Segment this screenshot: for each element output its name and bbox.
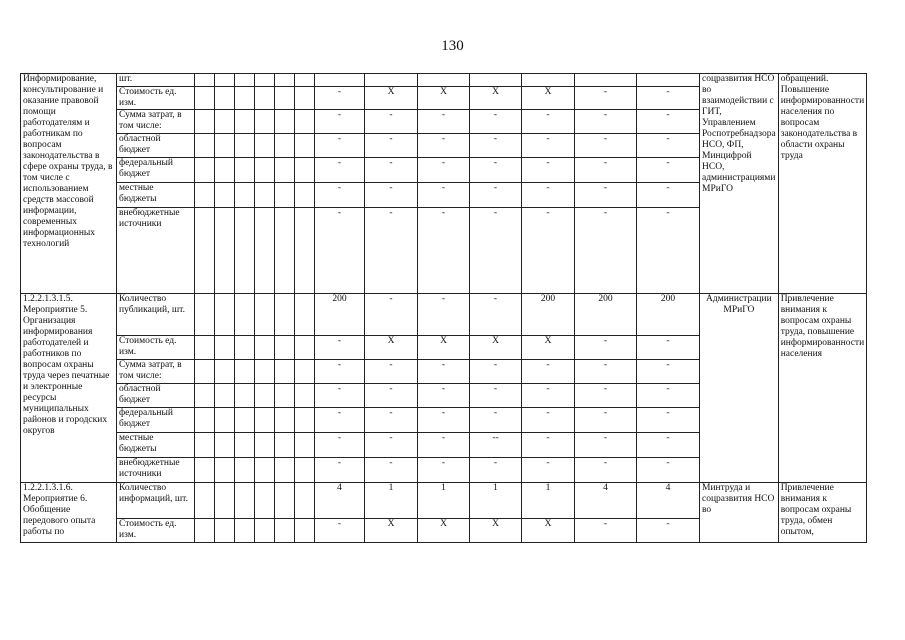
value-cell: - (637, 408, 700, 433)
empty-cell (255, 87, 275, 110)
empty-cell (215, 87, 235, 110)
value-cell: - (418, 458, 470, 483)
empty-cell (195, 87, 215, 110)
value-cell: - (637, 87, 700, 110)
indicator-cell: Стоимость ед. изм. (117, 519, 195, 543)
value-cell: - (575, 384, 637, 408)
empty-cell (195, 158, 215, 183)
value-cell: - (418, 158, 470, 183)
value-cell: Х (365, 519, 418, 543)
empty-cell (275, 519, 295, 543)
value-cell: - (575, 87, 637, 110)
empty-cell (215, 208, 235, 294)
value-cell: Х (522, 519, 575, 543)
value-cell: - (575, 336, 637, 360)
value-cell: 1 (470, 483, 522, 519)
empty-cell (195, 458, 215, 483)
empty-cell (235, 87, 255, 110)
empty-cell (275, 87, 295, 110)
empty-cell (235, 483, 255, 519)
result-cell: Привлечение внимания к вопросам охраны труда, обмен опытом, (778, 483, 866, 543)
value-cell: 4 (315, 483, 365, 519)
empty-cell (235, 134, 255, 158)
empty-cell (275, 483, 295, 519)
empty-cell (255, 158, 275, 183)
value-cell: 1 (522, 483, 575, 519)
value-cell: - (315, 134, 365, 158)
empty-cell (275, 134, 295, 158)
indicator-cell: Сумма затрат, в том числе: (117, 360, 195, 384)
indicator-cell: областной бюджет (117, 384, 195, 408)
value-cell: - (365, 360, 418, 384)
empty-cell (255, 110, 275, 134)
indicator-cell: местные бюджеты (117, 183, 195, 208)
value-cell: - (470, 158, 522, 183)
empty-cell (275, 433, 295, 458)
value-cell: 200 (575, 294, 637, 336)
indicator-cell: федеральный бюджет (117, 158, 195, 183)
empty-cell (235, 519, 255, 543)
empty-cell (215, 74, 235, 87)
empty-cell (215, 134, 235, 158)
value-cell: - (575, 408, 637, 433)
value-cell: - (637, 360, 700, 384)
value-cell: - (315, 336, 365, 360)
value-cell: Х (470, 87, 522, 110)
value-cell: - (315, 433, 365, 458)
empty-cell (295, 433, 315, 458)
value-cell: - (315, 384, 365, 408)
measure-cell: 1.2.2.1.3.1.6. Мероприятие 6. Обобщение передового опыта работы по (21, 483, 117, 543)
empty-cell (195, 294, 215, 336)
empty-cell (195, 519, 215, 543)
value-cell (637, 74, 700, 87)
empty-cell (255, 183, 275, 208)
value-cell: Х (365, 87, 418, 110)
empty-cell (275, 208, 295, 294)
indicator-cell: внебюджетные источники (117, 208, 195, 294)
measures-table (20, 73, 867, 543)
table-row (21, 74, 867, 87)
value-cell: - (522, 158, 575, 183)
empty-cell (275, 110, 295, 134)
value-cell: - (470, 208, 522, 294)
value-cell: - (470, 110, 522, 134)
value-cell: - (522, 134, 575, 158)
empty-cell (255, 134, 275, 158)
empty-cell (295, 336, 315, 360)
empty-cell (275, 158, 295, 183)
empty-cell (255, 519, 275, 543)
value-cell: - (418, 384, 470, 408)
value-cell (522, 74, 575, 87)
executor-cell: соцразвития НСО во взаимодействии с ГИТ, Управлением Роспотребнадзора НСО, ФП, Минцифрой НСО, администрациями МРиГО (700, 74, 779, 294)
empty-cell (195, 183, 215, 208)
table-row (21, 483, 867, 519)
empty-cell (255, 433, 275, 458)
value-cell: - (470, 408, 522, 433)
value-cell: - (418, 408, 470, 433)
empty-cell (295, 87, 315, 110)
value-cell: - (470, 183, 522, 208)
empty-cell (255, 336, 275, 360)
empty-cell (235, 183, 255, 208)
empty-cell (295, 384, 315, 408)
value-cell: - (365, 433, 418, 458)
value-cell: - (470, 458, 522, 483)
value-cell: - (575, 519, 637, 543)
empty-cell (275, 74, 295, 87)
value-cell: - (522, 183, 575, 208)
value-cell: - (637, 384, 700, 408)
empty-cell (215, 483, 235, 519)
result-cell: обращений. Повышение информированности населения по вопросам законодательства в области охраны труда (778, 74, 866, 294)
empty-cell (215, 158, 235, 183)
value-cell: - (575, 134, 637, 158)
value-cell: - (315, 360, 365, 384)
table-body (21, 74, 867, 543)
empty-cell (215, 360, 235, 384)
indicator-cell: шт. (117, 74, 195, 87)
value-cell: - (365, 458, 418, 483)
page-number: 130 (441, 38, 464, 54)
value-cell: - (418, 433, 470, 458)
empty-cell (235, 458, 255, 483)
empty-cell (275, 360, 295, 384)
value-cell: Х (365, 336, 418, 360)
empty-cell (295, 458, 315, 483)
value-cell: - (522, 384, 575, 408)
value-cell: - (315, 458, 365, 483)
empty-cell (215, 408, 235, 433)
indicator-cell: Стоимость ед. изм. (117, 336, 195, 360)
value-cell: Х (418, 519, 470, 543)
value-cell: - (365, 110, 418, 134)
empty-cell (235, 360, 255, 384)
empty-cell (255, 294, 275, 336)
value-cell: - (522, 458, 575, 483)
value-cell: 200 (315, 294, 365, 336)
value-cell: - (315, 519, 365, 543)
value-cell: - (637, 336, 700, 360)
empty-cell (195, 483, 215, 519)
value-cell: Х (418, 336, 470, 360)
executor-cell: Администрации МРиГО (700, 294, 779, 483)
value-cell: - (365, 208, 418, 294)
empty-cell (195, 74, 215, 87)
value-cell: - (315, 208, 365, 294)
empty-cell (255, 458, 275, 483)
empty-cell (295, 74, 315, 87)
value-cell (470, 74, 522, 87)
value-cell: - (315, 87, 365, 110)
empty-cell (235, 110, 255, 134)
value-cell: - (575, 110, 637, 134)
result-cell: Привлечение внимания к вопросам охраны труда, повышение информированности населения (778, 294, 866, 483)
value-cell: - (365, 408, 418, 433)
value-cell (315, 74, 365, 87)
value-cell: - (418, 208, 470, 294)
empty-cell (295, 208, 315, 294)
value-cell (575, 74, 637, 87)
empty-cell (215, 110, 235, 134)
empty-cell (255, 483, 275, 519)
value-cell: Х (470, 519, 522, 543)
value-cell: - (575, 360, 637, 384)
value-cell: - (315, 110, 365, 134)
empty-cell (215, 336, 235, 360)
value-cell: - (575, 433, 637, 458)
value-cell: Х (418, 87, 470, 110)
empty-cell (295, 110, 315, 134)
measure-cell: 1.2.2.1.3.1.5. Мероприятие 5. Организация информирования работодателей и работников по вопросам охраны труда через печатные и электронные ресурсы муниципальных районов и городских округов (21, 294, 117, 483)
empty-cell (295, 360, 315, 384)
value-cell: - (418, 294, 470, 336)
value-cell: 200 (637, 294, 700, 336)
empty-cell (275, 336, 295, 360)
value-cell: - (365, 134, 418, 158)
empty-cell (215, 458, 235, 483)
indicator-cell: Количество информаций, шт. (117, 483, 195, 519)
empty-cell (255, 208, 275, 294)
indicator-cell: Количество публикаций, шт. (117, 294, 195, 336)
value-cell: -- (470, 433, 522, 458)
value-cell: 4 (637, 483, 700, 519)
empty-cell (195, 384, 215, 408)
indicator-cell: внебюджетные источники (117, 458, 195, 483)
value-cell: - (418, 134, 470, 158)
value-cell: - (470, 134, 522, 158)
empty-cell (275, 384, 295, 408)
value-cell: - (365, 294, 418, 336)
empty-cell (275, 458, 295, 483)
indicator-cell: местные бюджеты (117, 433, 195, 458)
indicator-cell: федеральный бюджет (117, 408, 195, 433)
empty-cell (235, 433, 255, 458)
empty-cell (195, 360, 215, 384)
empty-cell (235, 294, 255, 336)
empty-cell (215, 384, 235, 408)
value-cell: - (575, 208, 637, 294)
empty-cell (295, 408, 315, 433)
empty-cell (235, 74, 255, 87)
executor-cell: Минтруда и соцразвития НСО во (700, 483, 779, 543)
empty-cell (255, 74, 275, 87)
value-cell: - (470, 384, 522, 408)
value-cell: - (637, 458, 700, 483)
value-cell: - (365, 384, 418, 408)
empty-cell (195, 336, 215, 360)
empty-cell (195, 208, 215, 294)
value-cell: - (575, 458, 637, 483)
empty-cell (235, 384, 255, 408)
value-cell (418, 74, 470, 87)
value-cell: - (522, 110, 575, 134)
value-cell: 4 (575, 483, 637, 519)
value-cell: - (365, 183, 418, 208)
empty-cell (215, 183, 235, 208)
value-cell: - (418, 360, 470, 384)
empty-cell (195, 408, 215, 433)
empty-cell (275, 408, 295, 433)
empty-cell (255, 408, 275, 433)
empty-cell (295, 483, 315, 519)
value-cell: Х (470, 336, 522, 360)
empty-cell (195, 110, 215, 134)
value-cell: - (575, 158, 637, 183)
value-cell: - (575, 183, 637, 208)
empty-cell (295, 294, 315, 336)
empty-cell (275, 294, 295, 336)
empty-cell (235, 158, 255, 183)
value-cell: - (365, 158, 418, 183)
value-cell: - (637, 433, 700, 458)
value-cell: - (637, 110, 700, 134)
empty-cell (255, 384, 275, 408)
empty-cell (275, 183, 295, 208)
table-row (21, 294, 867, 336)
value-cell: - (522, 408, 575, 433)
empty-cell (235, 208, 255, 294)
value-cell: - (418, 110, 470, 134)
empty-cell (235, 336, 255, 360)
indicator-cell: областной бюджет (117, 134, 195, 158)
value-cell: 1 (418, 483, 470, 519)
value-cell: - (522, 360, 575, 384)
value-cell: - (470, 360, 522, 384)
value-cell: - (315, 408, 365, 433)
indicator-cell: Сумма затрат, в том числе: (117, 110, 195, 134)
value-cell: - (637, 134, 700, 158)
value-cell: Х (522, 87, 575, 110)
empty-cell (215, 294, 235, 336)
value-cell: - (418, 183, 470, 208)
value-cell: - (315, 158, 365, 183)
measure-cell: Информирование, консультирование и оказание правовой помощи работодателям и работникам по вопросам законодательства в сфере охраны труда, в том числе с использованием средств массовой информации, современных информационных технологий (21, 74, 117, 294)
empty-cell (295, 134, 315, 158)
value-cell: - (637, 158, 700, 183)
empty-cell (215, 433, 235, 458)
value-cell (365, 74, 418, 87)
value-cell: - (522, 208, 575, 294)
value-cell: - (637, 208, 700, 294)
indicator-cell: Стоимость ед. изм. (117, 87, 195, 110)
value-cell: Х (522, 336, 575, 360)
value-cell: - (315, 183, 365, 208)
empty-cell (295, 158, 315, 183)
value-cell: - (637, 183, 700, 208)
empty-cell (195, 433, 215, 458)
empty-cell (255, 360, 275, 384)
value-cell: - (522, 433, 575, 458)
empty-cell (295, 519, 315, 543)
value-cell: 200 (522, 294, 575, 336)
empty-cell (295, 183, 315, 208)
value-cell: 1 (365, 483, 418, 519)
empty-cell (195, 134, 215, 158)
value-cell: - (470, 294, 522, 336)
empty-cell (215, 519, 235, 543)
empty-cell (235, 408, 255, 433)
value-cell: - (637, 519, 700, 543)
